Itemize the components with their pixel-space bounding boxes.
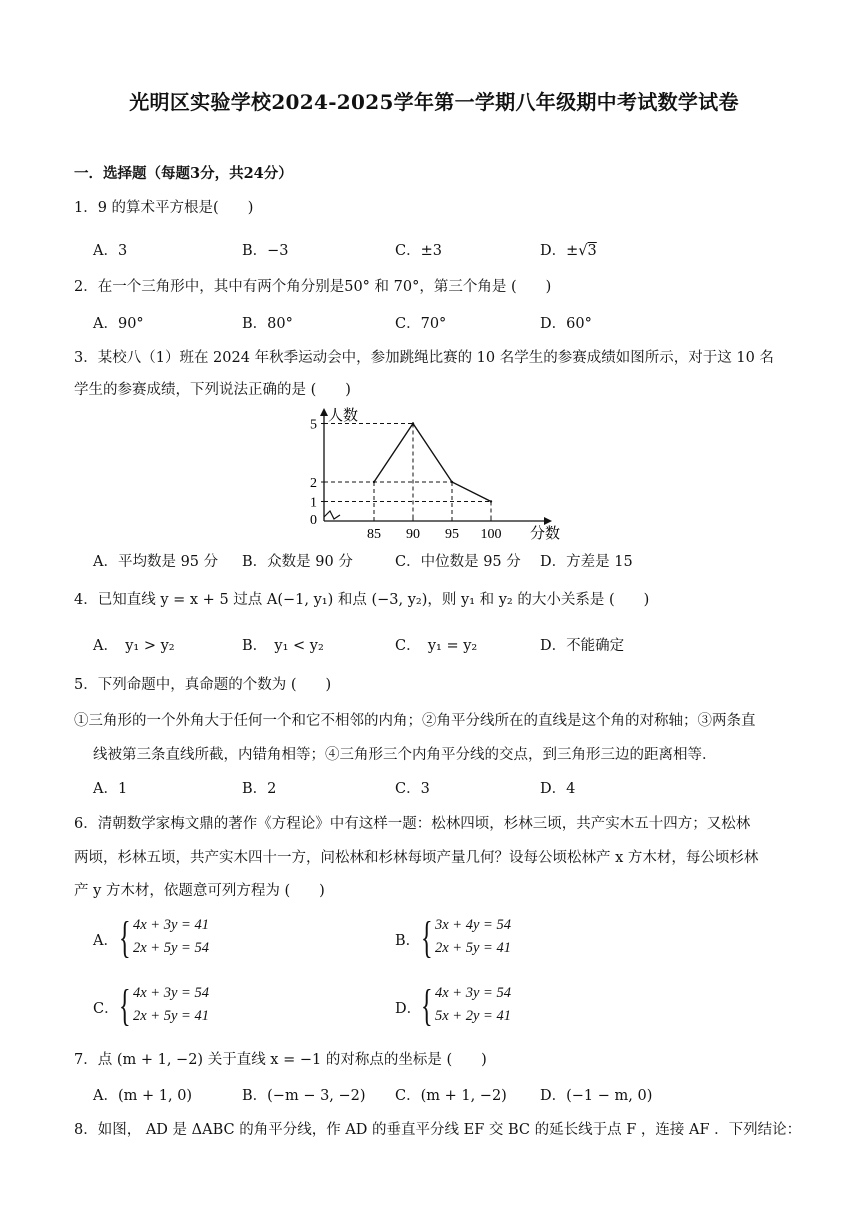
equation: 3x + 4y = 54	[435, 917, 511, 933]
q4-option-c[interactable]: C． y₁ = y₂	[395, 638, 478, 654]
question-1-stem: 1．9 的算术平方根是( )	[74, 200, 254, 216]
y-tick-label: 2	[310, 476, 317, 491]
q6-option-d[interactable]	[395, 981, 511, 1030]
y-axis-label: 人数	[328, 408, 359, 424]
y-tick-label: 1	[310, 495, 317, 511]
x-tick-label: 85	[367, 527, 381, 542]
score-line-chart	[296, 398, 576, 544]
q1-option-a[interactable]: A．3	[93, 243, 128, 259]
equation: 5x + 2y = 41	[435, 1008, 511, 1024]
q1-option-c[interactable]: C．±3	[395, 243, 442, 259]
question-5-stem: 5．下列命题中，真命题的个数为 ( )	[74, 677, 332, 693]
equation: 2x + 5y = 41	[133, 1008, 209, 1024]
q7-option-c[interactable]: C．(m + 1, −2)	[395, 1088, 507, 1104]
sqrt-sign: √	[578, 243, 588, 259]
q5-option-b[interactable]: B．2	[242, 781, 277, 797]
question-6-stem-3: 产 y 方木材，依题意可列方程为 ( )	[74, 883, 325, 899]
q6-option-b-label: B．	[395, 933, 421, 949]
question-5-body-1: ①三角形的一个外角大于任何一个和它不相邻的内角；②角平分线所在的直线是这个角的对称轴；③两条直	[74, 713, 756, 729]
q1-option-d[interactable]	[540, 239, 597, 260]
q3-option-b[interactable]: B．众数是 90 分	[242, 554, 353, 570]
left-brace: {	[421, 913, 433, 962]
equation: 4x + 3y = 54	[435, 985, 511, 1001]
q5-option-c[interactable]: C．3	[395, 781, 430, 797]
equation: 4x + 3y = 41	[133, 917, 209, 933]
q1-option-b[interactable]: B．−3	[242, 243, 289, 259]
question-3-stem-1: 3．某校八（1）班在 2024 年秋季运动会中，参加跳绳比赛的 10 名学生的参赛成绩如图所示，对于这 10 名	[74, 350, 774, 366]
left-brace: {	[119, 913, 131, 962]
equation: 4x + 3y = 54	[133, 985, 209, 1001]
q7-option-a[interactable]: A．(m + 1, 0)	[93, 1088, 193, 1104]
q2-option-d[interactable]: D．60°	[540, 316, 592, 332]
q7-option-b[interactable]: B．(−m − 3, −2)	[242, 1088, 366, 1104]
x-axis-label: 分数	[530, 526, 561, 542]
data-point	[490, 500, 492, 502]
question-8-stem: 8．如图， AD 是 ΔABC 的角平分线，作 AD 的垂直平分线 EF 交 BC 的延长线于点 F ，连接 AF ．下列结论：	[74, 1122, 802, 1138]
q5-option-a[interactable]: A．1	[93, 781, 128, 797]
page-title: 光明区实验学校2024-2025学年第一学期八年级期中考试数学试卷	[129, 90, 739, 114]
q6-option-c-label: C．	[93, 1001, 119, 1017]
axis-break	[324, 511, 340, 519]
q6-option-a[interactable]	[93, 913, 209, 962]
x-tick-label: 100	[480, 527, 502, 542]
q6-option-b[interactable]	[395, 913, 511, 962]
q2-option-a[interactable]: A．90°	[93, 316, 144, 332]
x-tick-label: 90	[406, 527, 420, 542]
q3-option-c[interactable]: C．中位数是 95 分	[395, 554, 521, 570]
q1-option-d-prefix: D．±	[540, 243, 579, 259]
y-tick-label: 0	[310, 513, 317, 528]
equation: 2x + 5y = 41	[435, 940, 511, 956]
q4-option-b[interactable]: B． y₁ < y₂	[242, 638, 324, 654]
question-6-stem-1: 6．清朝数学家梅文鼎的著作《方程论》中有这样一题：松林四顷，杉林三顷，共产实木五十四方；又松林	[74, 816, 751, 832]
data-point	[373, 481, 375, 483]
q6-option-d-label: D．	[395, 1001, 422, 1017]
q3-option-a[interactable]: A．平均数是 95 分	[93, 554, 219, 570]
q6-option-a-label: A．	[93, 933, 118, 949]
x-tick-label: 95	[445, 527, 459, 542]
question-7-stem: 7．点 (m + 1, −2) 关于直线 x = −1 的对称点的坐标是 ( )	[74, 1052, 487, 1068]
question-4-stem: 4．已知直线 y = x + 5 过点 A(−1, y₁) 和点 (−3, y₂)，则 y₁ 和 y₂ 的大小关系是 ( )	[74, 592, 650, 608]
data-point	[412, 422, 414, 424]
data-point	[451, 481, 453, 483]
q1-option-d-radicand: 3	[587, 243, 597, 259]
q5-option-d[interactable]: D．4	[540, 781, 576, 797]
data-series-line	[374, 424, 491, 502]
x-axis-arrow	[544, 517, 552, 525]
section-heading: 一．选择题（每题3分，共24分）	[74, 165, 293, 182]
q6-option-c[interactable]	[93, 981, 209, 1030]
left-brace: {	[421, 981, 433, 1030]
q2-option-c[interactable]: C．70°	[395, 316, 447, 332]
question-2-stem: 2．在一个三角形中，其中有两个角分别是50° 和 70°，第三个角是 ( )	[74, 279, 552, 295]
question-5-body-2: 线被第三条直线所截，内错角相等；④三角形三个内角平分线的交点，到三角形三边的距离相等．	[93, 747, 717, 763]
left-brace: {	[119, 981, 131, 1030]
question-3-stem-2: 学生的参赛成绩，下列说法正确的是 ( )	[74, 382, 351, 398]
q2-option-b[interactable]: B．80°	[242, 316, 293, 332]
q4-option-a[interactable]: A． y₁ > y₂	[93, 638, 175, 654]
question-6-stem-2: 两顷，杉林五顷，共产实木四十一方，问松林和杉林每顷产量几何？设每公顷松林产 x 方木材，每公顷杉林	[74, 850, 759, 866]
y-tick-label: 5	[310, 417, 317, 433]
y-axis-arrow	[320, 408, 328, 416]
equation: 2x + 5y = 54	[133, 940, 209, 956]
q3-option-d[interactable]: D．方差是 15	[540, 554, 633, 570]
q4-option-d[interactable]: D．不能确定	[540, 638, 625, 654]
q7-option-d[interactable]: D．(−1 − m, 0)	[540, 1088, 653, 1104]
